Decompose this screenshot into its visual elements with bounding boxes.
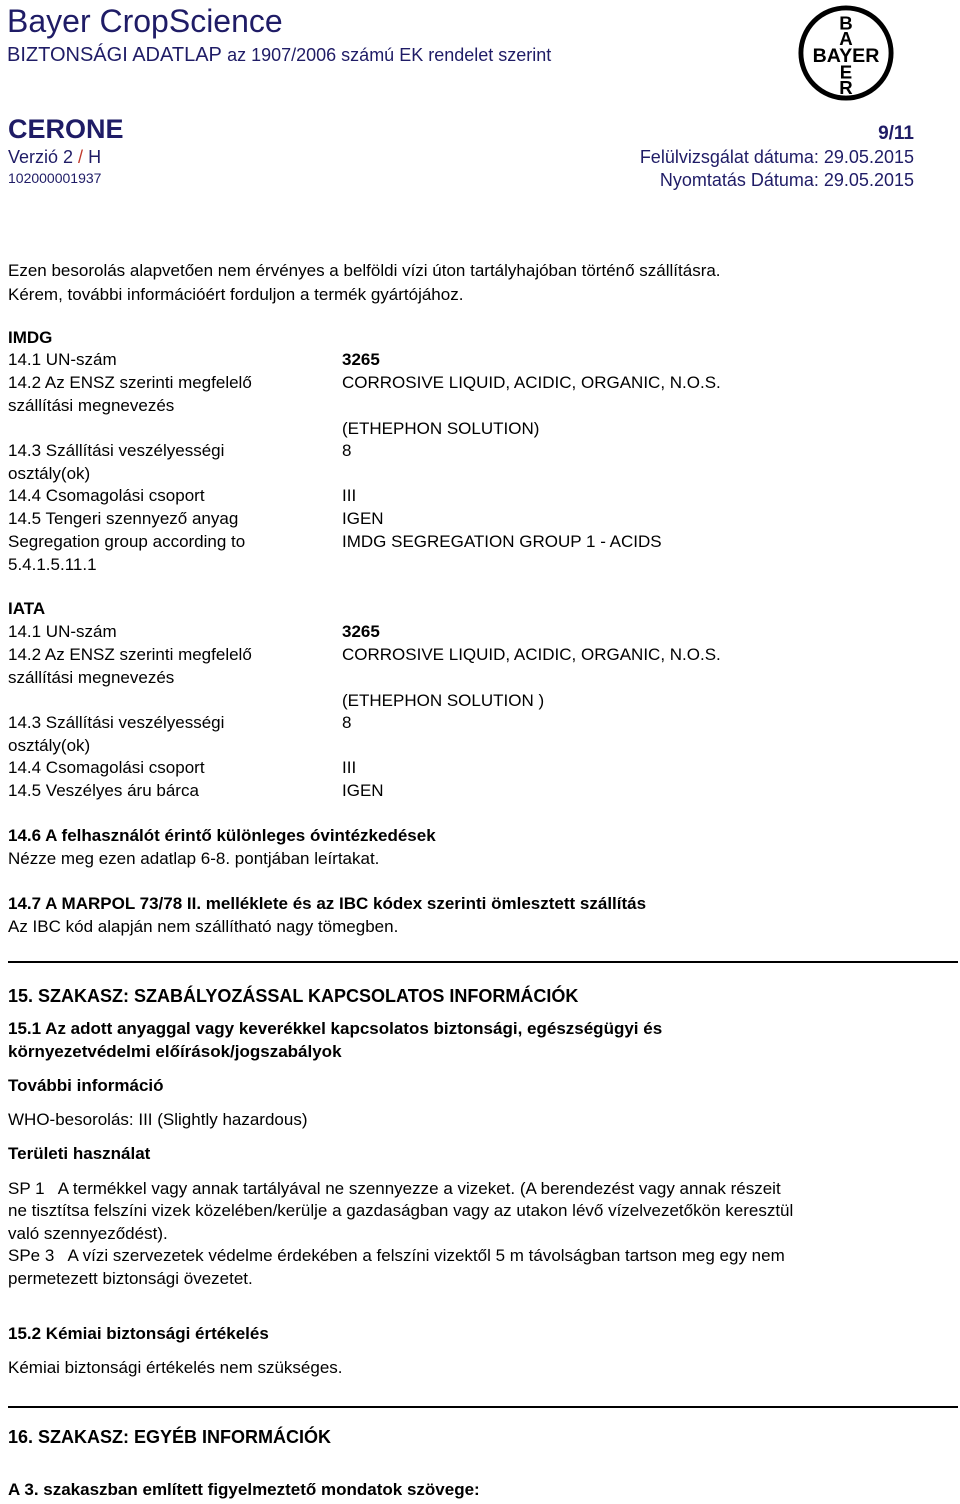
bayer-cross-logo	[797, 4, 895, 102]
regulation-label: az 1907/2006 számú EK rendelet szerint	[227, 45, 552, 65]
section-14-7-title: 14.7 A MARPOL 73/78 II. melléklete és az IBC kódex szerinti ömlesztett szállítás	[8, 894, 647, 913]
version-info	[8, 147, 101, 168]
company-name: Bayer CropScience	[7, 3, 283, 39]
section-16-subtitle: A 3. szakaszban említett figyelmeztető mondatok szövege:	[8, 1480, 480, 1499]
product-name: CERONE	[8, 114, 124, 144]
version-label: Verzió 2	[8, 147, 74, 167]
imdg-pack-label: 14.4 Csomagolási csoport	[8, 486, 205, 505]
further-info-title: További információ	[8, 1076, 164, 1095]
doc-type-label: BIZTONSÁGI ADATLAP	[7, 44, 222, 66]
document-type	[7, 44, 551, 67]
section-divider	[8, 1406, 958, 1408]
svg-text:E: E	[839, 61, 853, 83]
territorial-use-title: Területi használat	[8, 1144, 151, 1163]
iata-name-label-2: szállítási megnevezés	[8, 668, 175, 687]
section-15-1-title-line-2: környezetvédelmi előírások/jogszabályok	[8, 1042, 342, 1061]
section-divider	[8, 961, 958, 963]
section-16-title: 16. SZAKASZ: EGYÉB INFORMÁCIÓK	[8, 1427, 332, 1447]
spe3-line-1: SPe 3 A vízi szervezetek védelme érdekében a felszíni vizektől 5 m távolságban tartson meg egy nem	[8, 1246, 785, 1265]
iata-un-value: 3265	[342, 622, 380, 641]
intro-line-1: Ezen besorolás alapvetően nem érvényes a belföldi vízi úton tartályhajóban történő szállításra.	[8, 261, 721, 280]
imdg-seg-value: IMDG SEGREGATION GROUP 1 - ACIDS	[342, 532, 662, 551]
imdg-seg-label-1: Segregation group according to	[8, 532, 246, 551]
svg-text:B: B	[839, 12, 853, 34]
page-number: 9/11	[878, 123, 914, 144]
svg-text:R: R	[839, 77, 853, 99]
svg-text:BAYER: BAYER	[812, 44, 880, 67]
imdg-name-value-2: (ETHEPHON SOLUTION)	[342, 419, 540, 438]
sp1-line-1: SP 1 A termékkel vagy annak tartályával ne szennyezze a vizeket. (A berendezést vagy annak részeit	[8, 1179, 781, 1198]
version-lang: H	[88, 147, 102, 167]
iata-pack-label: 14.4 Csomagolási csoport	[8, 758, 205, 777]
version-separator: /	[73, 147, 89, 167]
section-14-6-title: 14.6 A felhasználót érintő különleges óvintézkedések	[8, 826, 436, 845]
iata-label-label: 14.5 Veszélyes áru bárca	[8, 781, 199, 800]
section-15-title: 15. SZAKASZ: SZABÁLYOZÁSSAL KAPCSOLATOS INFORMÁCIÓK	[8, 986, 579, 1006]
section-15-2-text: Kémiai biztonsági értékelés nem szükséges.	[8, 1358, 343, 1377]
imdg-class-label-2: osztály(ok)	[8, 464, 91, 483]
iata-label-value: IGEN	[342, 781, 384, 800]
iata-class-label-1: 14.3 Szállítási veszélyességi	[8, 713, 225, 732]
iata-pack-value: III	[342, 758, 357, 777]
imdg-class-label-1: 14.3 Szállítási veszélyességi	[8, 441, 225, 460]
intro-line-2: Kérem, további információért forduljon a termék gyártójához.	[8, 285, 464, 304]
spe3-line-2: permetezett biztonsági övezetet.	[8, 1269, 253, 1288]
section-15-2-title: 15.2 Kémiai biztonsági értékelés	[8, 1324, 269, 1343]
print-date: Nyomtatás Dátuma: 29.05.2015	[659, 170, 914, 190]
iata-title: IATA	[8, 599, 46, 618]
iata-class-label-2: osztály(ok)	[8, 736, 91, 755]
imdg-marine-value: IGEN	[342, 509, 384, 528]
imdg-class-value: 8	[342, 441, 352, 460]
sp1-line-2: ne tisztítsa felszíni vizek közelében/kerülje a gazdaságban vagy az utakon lévő vízelvezetőkön keresztül	[8, 1201, 794, 1220]
imdg-pack-value: III	[342, 486, 357, 505]
imdg-un-label: 14.1 UN-szám	[8, 350, 117, 369]
review-date: Felülvizsgálat dátuma: 29.05.2015	[639, 147, 914, 167]
section-14-6-text: Nézze meg ezen adatlap 6-8. pontjában leírtakat.	[8, 849, 380, 868]
who-classification: WHO-besorolás: III (Slightly hazardous)	[8, 1110, 308, 1129]
imdg-title: IMDG	[8, 328, 53, 347]
imdg-seg-label-2: 5.4.1.5.11.1	[8, 555, 97, 574]
imdg-name-label-1: 14.2 Az ENSZ szerinti megfelelő	[8, 373, 252, 392]
sp1-line-3: való szennyeződést).	[8, 1224, 168, 1243]
iata-class-value: 8	[342, 713, 352, 732]
iata-un-label: 14.1 UN-szám	[8, 622, 117, 641]
material-number: 102000001937	[8, 170, 102, 186]
imdg-name-value-1: CORROSIVE LIQUID, ACIDIC, ORGANIC, N.O.S.	[342, 373, 721, 392]
imdg-name-label-2: szállítási megnevezés	[8, 396, 175, 415]
iata-name-value-2: (ETHEPHON SOLUTION )	[342, 691, 545, 710]
iata-name-value-1: CORROSIVE LIQUID, ACIDIC, ORGANIC, N.O.S.	[342, 645, 721, 664]
svg-text:A: A	[839, 28, 853, 50]
iata-name-label-1: 14.2 Az ENSZ szerinti megfelelő	[8, 645, 252, 664]
imdg-marine-label: 14.5 Tengeri szennyező anyag	[8, 509, 239, 528]
section-14-7-text: Az IBC kód alapján nem szállítható nagy tömegben.	[8, 917, 399, 936]
section-15-1-title-line-1: 15.1 Az adott anyaggal vagy keverékkel kapcsolatos biztonsági, egészségügyi és	[8, 1019, 663, 1038]
imdg-un-value: 3265	[342, 350, 380, 369]
